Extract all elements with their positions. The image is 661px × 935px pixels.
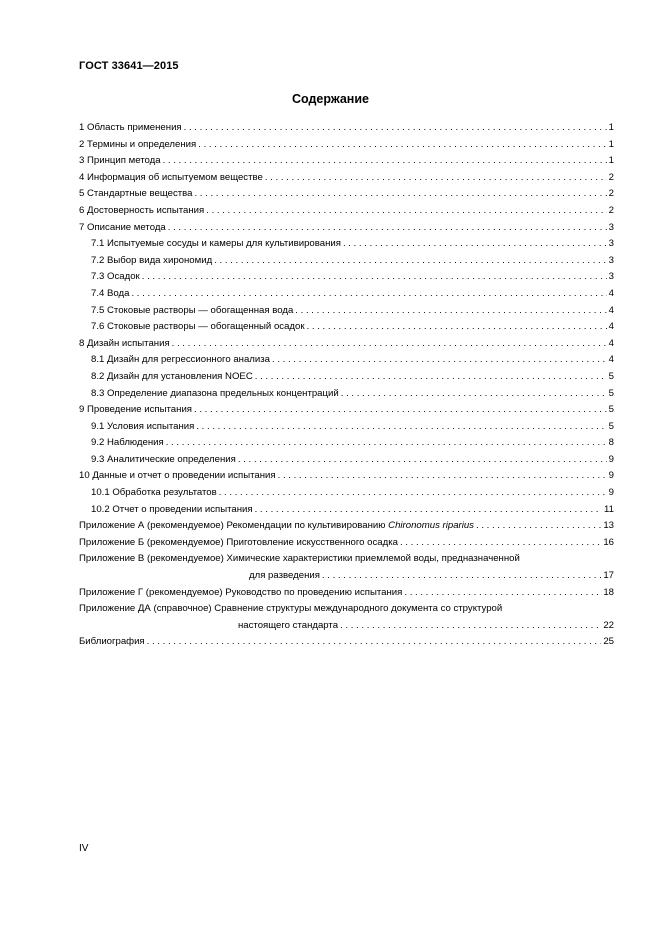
toc-entry-page: 11	[604, 503, 614, 515]
toc-entry-2[interactable]	[79, 137, 614, 154]
toc-entry-page: 5	[608, 370, 614, 382]
toc-entry-7-5[interactable]	[79, 303, 614, 320]
toc-entry-8-2[interactable]	[79, 369, 614, 386]
toc-entry-page: 5	[608, 387, 614, 399]
toc-entry-label: Приложение В (рекомендуемое) Химические характеристики приемлемой воды, предназначенной	[79, 553, 520, 565]
toc-entry-label: 9.1 Условия испытания	[91, 420, 195, 432]
document-standard-header: ГОСТ 33641—2015	[79, 60, 179, 72]
toc-appendix-g[interactable]	[79, 585, 614, 602]
toc-leader-dots	[214, 253, 606, 270]
toc-leader-dots	[265, 170, 607, 187]
toc-entry-page: 5	[608, 420, 614, 432]
toc-title: Содержание	[291, 92, 369, 106]
toc-entry-9-3[interactable]	[79, 452, 614, 469]
toc-appendix-da[interactable]	[79, 601, 614, 634]
toc-entry-page: 4	[608, 321, 614, 333]
toc-leader-dots	[307, 319, 607, 336]
toc-entry-label: Приложение ДА (справочное) Сравнение структуры международного документа со структурой	[79, 603, 503, 615]
toc-leader-dots	[131, 286, 606, 303]
toc-entry-label-continued: настоящего стандарта	[238, 619, 339, 631]
toc-leader-dots	[184, 120, 607, 137]
toc-leader-dots	[322, 568, 601, 585]
toc-entry-1[interactable]	[79, 120, 614, 137]
toc-entry-page: 4	[608, 337, 614, 349]
toc-leader-dots	[340, 618, 601, 635]
toc-leader-dots	[341, 386, 607, 403]
toc-entry-label: Приложение Б (рекомендуемое) Приготовление искусственного осадка	[79, 536, 398, 548]
toc-leader-dots	[198, 137, 606, 154]
toc-entry-label: 7.4 Вода	[91, 287, 130, 299]
toc-entry-page: 4	[608, 354, 614, 366]
toc-entry-page: 22	[603, 619, 614, 631]
toc-entry-label: 7.6 Стоковые растворы — обогащенный осадок	[91, 321, 305, 333]
toc-entry-9[interactable]	[79, 402, 614, 419]
toc-entry-label: 1 Область применения	[79, 122, 182, 133]
toc-entry-page: 2	[608, 204, 614, 216]
toc-entry-8[interactable]	[79, 336, 614, 353]
toc-entry-label: 8.3 Определение диапазона предельных концентраций	[91, 387, 339, 399]
toc-entry-page: 9	[608, 470, 614, 482]
toc-entry-label: 7.3 Осадок	[91, 271, 140, 283]
toc-leader-dots	[272, 352, 607, 369]
table-of-contents	[79, 120, 614, 651]
toc-entry-page: 1	[608, 122, 614, 133]
toc-leader-dots	[168, 220, 607, 237]
toc-leader-dots	[404, 585, 601, 602]
toc-entry-label: 5 Стандартные вещества	[79, 188, 193, 200]
toc-entry-7-3[interactable]	[79, 269, 614, 286]
toc-entry-7[interactable]	[79, 220, 614, 237]
toc-leader-dots	[476, 518, 601, 535]
toc-leader-dots	[163, 153, 607, 170]
toc-entry-7-1[interactable]	[79, 236, 614, 253]
toc-entry-label: 7 Описание метода	[79, 221, 166, 233]
toc-entry-label: 6 Достоверность испытания	[79, 204, 205, 216]
appendix-a-species: Chironomus riparius	[388, 520, 474, 532]
toc-entry-page: 13	[603, 520, 614, 532]
toc-entry-page: 3	[608, 221, 614, 233]
toc-entry-label: 9 Проведение испытания	[79, 404, 192, 416]
toc-entry-label: 2 Термины и определения	[79, 138, 197, 150]
toc-entry-label: 4 Информация об испытуемом веществе	[79, 171, 263, 183]
toc-entry-3[interactable]	[79, 153, 614, 170]
toc-entry-10[interactable]	[79, 468, 614, 485]
toc-entry-5[interactable]	[79, 186, 614, 203]
toc-entry-label: 7.2 Выбор вида хирономид	[91, 254, 213, 266]
toc-entry-page: 18	[603, 586, 614, 598]
toc-entry-page: 25	[603, 636, 614, 648]
toc-entry-page: 17	[603, 570, 614, 582]
toc-entry-label: Библиография	[79, 636, 145, 648]
toc-entry-10-1[interactable]	[79, 485, 614, 502]
toc-entry-label: 10.1 Обработка результатов	[91, 487, 217, 499]
toc-entry-label: 9.2 Наблюдения	[91, 437, 164, 449]
toc-leader-dots	[219, 485, 607, 502]
toc-entry-label: 8.1 Дизайн для регрессионного анализа	[91, 354, 270, 366]
toc-entry-page: 3	[608, 238, 614, 250]
appendix-a-text: Приложение А (рекомендуемое) Рекомендации по культивированию	[79, 520, 389, 532]
toc-entry-label: 8 Дизайн испытания	[79, 337, 170, 349]
toc-entry-page: 2	[608, 188, 614, 200]
toc-entry-label: Приложение Г (рекомендуемое) Руководство по проведению испытания	[79, 586, 403, 598]
toc-leader-dots	[196, 419, 606, 436]
toc-leader-dots	[194, 186, 606, 203]
toc-entry-label	[79, 518, 474, 535]
toc-entry-label: 7.5 Стоковые растворы — обогащенная вода	[91, 304, 294, 316]
toc-entry-4[interactable]	[79, 170, 614, 187]
toc-entry-7-4[interactable]	[79, 286, 614, 303]
toc-entry-page: 4	[608, 304, 614, 316]
toc-entry-label: 3 Принцип метода	[79, 155, 161, 167]
toc-entry-page: 9	[608, 453, 614, 465]
toc-entry-label: 7.1 Испытуемые сосуды и камеры для культивирования	[91, 238, 341, 250]
toc-entry-9-2[interactable]	[79, 435, 614, 452]
toc-entry-7-6[interactable]	[79, 319, 614, 336]
toc-leader-dots	[255, 369, 607, 386]
toc-leader-dots	[295, 303, 606, 320]
toc-leader-dots	[172, 336, 607, 353]
toc-entry-page: 8	[608, 437, 614, 449]
toc-entry-page: 16	[603, 536, 614, 548]
toc-entry-9-1[interactable]	[79, 419, 614, 436]
page-number: IV	[79, 843, 89, 854]
toc-entry-page: 5	[608, 404, 614, 416]
toc-leader-dots	[206, 203, 606, 220]
toc-leader-dots	[142, 269, 607, 286]
toc-entry-label: 10.2 Отчет о проведении испытания	[91, 503, 253, 515]
toc-leader-dots	[166, 435, 607, 452]
toc-entry-8-3[interactable]	[79, 386, 614, 403]
toc-entry-page: 2	[608, 171, 614, 183]
toc-entry-page: 3	[608, 271, 614, 283]
toc-entry-label: 9.3 Аналитические определения	[91, 453, 236, 465]
toc-leader-dots	[255, 502, 602, 519]
toc-entry-page: 9	[608, 487, 614, 499]
toc-entry-6[interactable]	[79, 203, 614, 220]
toc-entry-page: 4	[608, 287, 614, 299]
toc-appendix-b[interactable]	[79, 535, 614, 552]
toc-entry-label: 8.2 Дизайн для установления NOEC	[91, 370, 253, 382]
toc-bibliography[interactable]	[79, 634, 614, 651]
toc-entry-10-2[interactable]	[79, 502, 614, 519]
toc-entry-8-1[interactable]	[79, 352, 614, 369]
toc-entry-label: 10 Данные и отчет о проведении испытания	[79, 470, 276, 482]
toc-entry-page: 1	[608, 138, 614, 150]
toc-appendix-v[interactable]	[79, 551, 614, 584]
toc-leader-dots	[400, 535, 601, 552]
toc-entry-7-2[interactable]	[79, 253, 614, 270]
toc-entry-label-continued: для разведения	[249, 570, 320, 582]
toc-entry-page: 3	[608, 254, 614, 266]
toc-leader-dots	[238, 452, 607, 469]
toc-leader-dots	[194, 402, 607, 419]
toc-leader-dots	[278, 468, 607, 485]
toc-leader-dots	[147, 634, 602, 651]
toc-entry-page: 1	[608, 155, 614, 167]
toc-leader-dots	[343, 236, 607, 253]
toc-appendix-a[interactable]	[79, 518, 614, 535]
